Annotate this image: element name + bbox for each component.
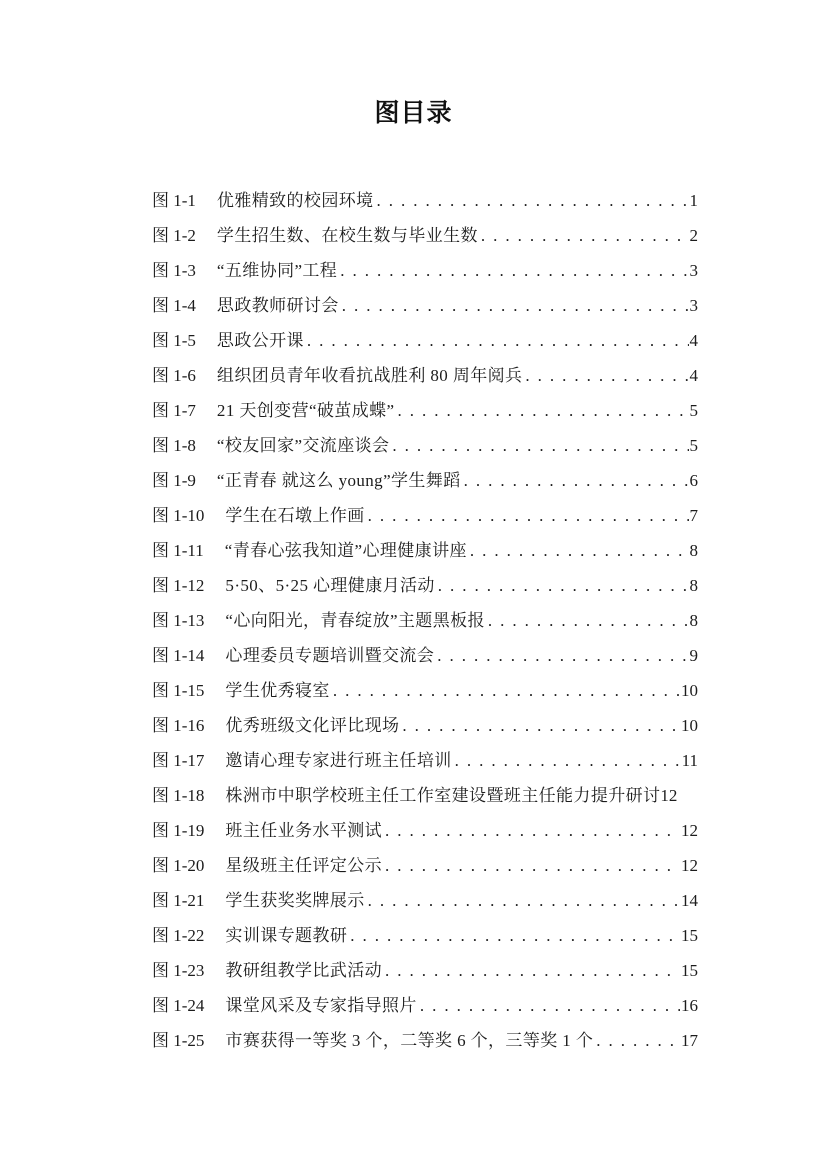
figure-title: 班主任业务水平测试 — [225, 821, 383, 840]
dot-leader — [596, 1023, 680, 1058]
figure-number: 图 1-10 — [152, 506, 205, 525]
figure-title: 学生获奖奖牌展示 — [225, 891, 365, 910]
page-number: 4 — [689, 331, 698, 350]
figure-number: 图 1-14 — [152, 646, 205, 665]
toc-entry[interactable] — [152, 813, 698, 848]
dot-leader — [455, 743, 681, 778]
dot-leader — [385, 813, 680, 848]
dot-leader — [307, 323, 689, 358]
figure-number: 图 1-5 — [152, 331, 196, 350]
figure-title: 思政教师研讨会 — [216, 296, 339, 315]
page-number: 12 — [660, 786, 678, 805]
toc-entry[interactable] — [152, 533, 698, 568]
dot-leader — [377, 183, 689, 218]
figure-number: 图 1-22 — [152, 926, 205, 945]
figure-title: 思政公开课 — [216, 331, 304, 350]
figure-title: 21 天创变营“破茧成蝶” — [216, 401, 395, 420]
toc-entry[interactable] — [152, 848, 698, 883]
figure-title: 市赛获得一等奖 3 个，二等奖 6 个，三等奖 1 个 — [225, 1031, 594, 1050]
figure-title: “心向阳光，青春绽放”主题黑板报 — [225, 611, 485, 630]
page-number: 11 — [681, 751, 698, 770]
figure-number: 图 1-13 — [152, 611, 205, 630]
figure-title: 学生招生数、在校生数与毕业生数 — [216, 226, 478, 245]
toc-entry[interactable] — [152, 428, 698, 463]
figure-number: 图 1-17 — [152, 751, 205, 770]
dot-leader — [402, 708, 680, 743]
figure-title: 心理委员专题培训暨交流会 — [225, 646, 435, 665]
page-number: 16 — [681, 996, 698, 1015]
figure-title: “正青春 就这么 young”学生舞蹈 — [216, 471, 461, 490]
figure-number: 图 1-9 — [152, 471, 196, 490]
dot-leader — [397, 393, 688, 428]
toc-entry[interactable] — [152, 743, 698, 778]
figure-number: 图 1-12 — [152, 576, 205, 595]
figure-number: 图 1-15 — [152, 681, 205, 700]
figure-title: 学生在石墩上作画 — [225, 506, 365, 525]
figure-number: 图 1-25 — [152, 1031, 205, 1050]
page-number: 12 — [681, 856, 698, 875]
dot-leader — [333, 673, 680, 708]
dot-leader — [464, 463, 689, 498]
dot-leader — [525, 358, 688, 393]
figure-title: 星级班主任评定公示 — [225, 856, 383, 875]
figure-number: 图 1-20 — [152, 856, 205, 875]
figure-title: 优秀班级文化评比现场 — [225, 716, 400, 735]
page-number: 8 — [689, 611, 698, 630]
toc-entry[interactable] — [152, 708, 698, 743]
page-number: 9 — [689, 646, 698, 665]
dot-leader — [342, 288, 689, 323]
toc-entry[interactable] — [152, 393, 698, 428]
dot-leader — [488, 603, 689, 638]
figure-number: 图 1-19 — [152, 821, 205, 840]
figure-title: 学生优秀寝室 — [225, 681, 330, 700]
toc-entry[interactable] — [152, 358, 698, 393]
figure-number: 图 1-24 — [152, 996, 205, 1015]
figure-number: 图 1-7 — [152, 401, 196, 420]
figure-title: 教研组教学比武活动 — [225, 961, 383, 980]
dot-leader — [437, 638, 688, 673]
figure-title: 组织团员青年收看抗战胜利 80 周年阅兵 — [216, 366, 523, 385]
figure-toc-list — [152, 183, 698, 1058]
figure-number: 图 1-16 — [152, 716, 205, 735]
dot-leader — [340, 253, 688, 288]
toc-entry[interactable] — [152, 918, 698, 953]
page-number: 17 — [681, 1031, 698, 1050]
toc-entry[interactable] — [152, 673, 698, 708]
toc-entry[interactable] — [152, 638, 698, 673]
page-number: 10 — [681, 681, 698, 700]
figure-title: 实训课专题教研 — [225, 926, 348, 945]
dot-leader — [350, 918, 680, 953]
toc-entry[interactable] — [152, 498, 698, 533]
page-number: 3 — [689, 261, 698, 280]
dot-leader — [438, 568, 689, 603]
page-number: 15 — [681, 961, 698, 980]
figure-number: 图 1-21 — [152, 891, 205, 910]
figure-title: 优雅精致的校园环境 — [216, 191, 374, 210]
dot-leader — [420, 988, 680, 1023]
toc-entry[interactable] — [152, 883, 698, 918]
figure-title: 邀请心理专家进行班主任培训 — [225, 751, 452, 770]
page-title: 图目录 — [374, 99, 453, 127]
toc-entry[interactable] — [152, 778, 698, 813]
figure-title: 株洲市中职学校班主任工作室建设暨班主任能力提升研讨 — [225, 786, 661, 805]
dot-leader — [470, 533, 689, 568]
dot-leader — [481, 218, 689, 253]
page-number: 8 — [689, 576, 698, 595]
dot-leader — [385, 848, 680, 883]
toc-entry[interactable] — [152, 288, 698, 323]
figure-number: 图 1-11 — [152, 541, 204, 560]
page-number: 8 — [689, 541, 698, 560]
toc-entry[interactable] — [152, 323, 698, 358]
page-number: 14 — [681, 891, 698, 910]
page-number: 5 — [689, 436, 698, 455]
toc-entry[interactable] — [152, 953, 698, 988]
toc-entry[interactable] — [152, 603, 698, 638]
figure-title: “校友回家”交流座谈会 — [216, 436, 390, 455]
page-number: 4 — [689, 366, 698, 385]
dot-leader — [368, 498, 689, 533]
figure-title: “五维协同”工程 — [216, 261, 338, 280]
toc-entry[interactable] — [152, 218, 698, 253]
dot-leader — [385, 953, 680, 988]
figure-number: 图 1-8 — [152, 436, 196, 455]
toc-entry[interactable] — [152, 183, 698, 218]
page-number: 1 — [689, 191, 698, 210]
dot-leader — [368, 883, 680, 918]
page-number: 6 — [689, 471, 698, 490]
toc-entry[interactable] — [152, 253, 698, 288]
page-number: 12 — [681, 821, 698, 840]
toc-entry[interactable] — [152, 988, 698, 1023]
figure-number: 图 1-18 — [152, 786, 205, 805]
figure-number: 图 1-23 — [152, 961, 205, 980]
page-number: 3 — [689, 296, 698, 315]
toc-entry[interactable] — [152, 463, 698, 498]
figure-number: 图 1-6 — [152, 366, 196, 385]
page-number: 5 — [689, 401, 698, 420]
page-number: 10 — [681, 716, 698, 735]
page-number: 7 — [689, 506, 698, 525]
toc-entry[interactable] — [152, 1023, 698, 1058]
figure-number: 图 1-4 — [152, 296, 196, 315]
figure-title: 5·50、5·25 心理健康月活动 — [225, 576, 435, 595]
figure-number: 图 1-2 — [152, 226, 196, 245]
toc-entry[interactable] — [152, 568, 698, 603]
figure-number: 图 1-1 — [152, 191, 196, 210]
figure-title: “青春心弦我知道”心理健康讲座 — [224, 541, 467, 560]
figure-title: 课堂风采及专家指导照片 — [225, 996, 417, 1015]
dot-leader — [392, 428, 688, 463]
figure-number: 图 1-3 — [152, 261, 196, 280]
page-number: 2 — [689, 226, 698, 245]
page-number: 15 — [681, 926, 698, 945]
